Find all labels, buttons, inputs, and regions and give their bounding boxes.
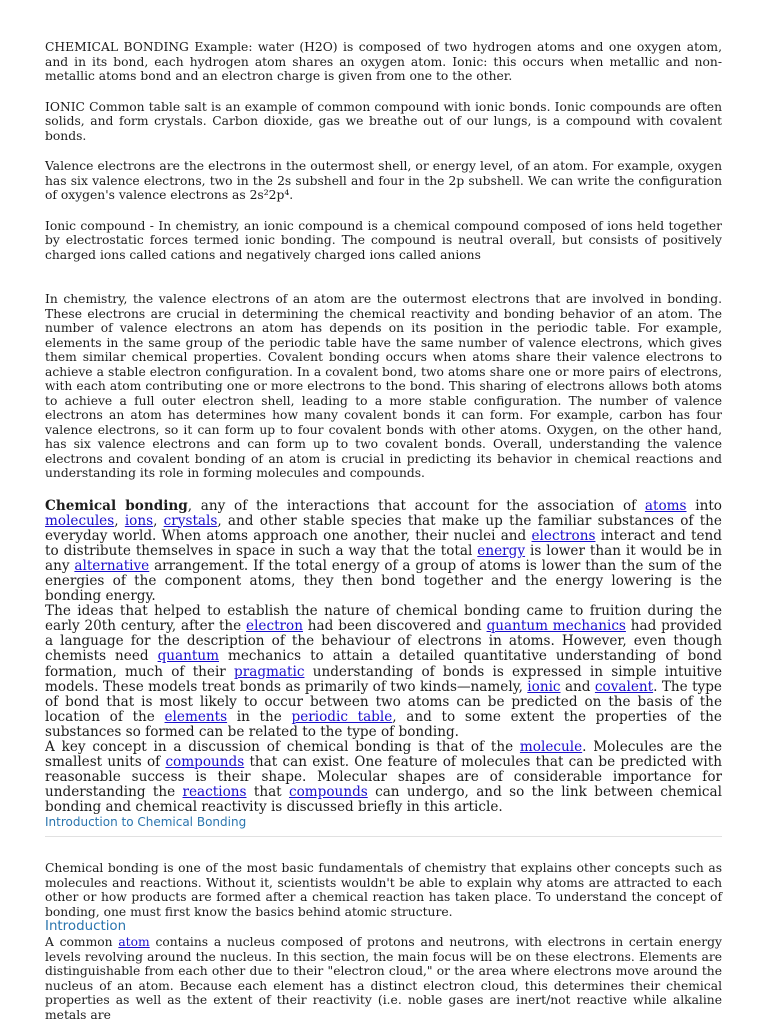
paragraph-ionic-compound: Ionic compound - In chemistry, an ionic compound is a chemical compound composed of ions held together by electrostatic forces termed ionic bonding. The compound is neutral overall, but consists of positively charged ions called cations and negatively charged ions called anions [45,218,722,262]
link-compounds[interactable]: compounds [165,754,245,771]
link-periodic-table[interactable]: periodic table [291,708,393,725]
link-energy[interactable]: energy [477,542,526,559]
paragraph-valence: Valence electrons are the electrons in the outermost shell, or energy level, of an atom. For example, oxygen has six valence electrons, two in the 2s subshell and four in the 2p subshell. We can write the configuration of oxygen's valence electrons as 2s²2p⁴. [45,159,722,202]
link-molecules[interactable]: molecules [45,512,115,529]
paragraph-fundamentals: Chemical bonding is one of the most basic fundamentals of chemistry that explains other concepts such as molecules and reactions. Without it, scientists wouldn't be able to explain why atoms are attracted to each other or how products are formed after a chemical reaction has taken place. To understand the concept of bonding, one must first know the basics behind atomic structure. [45,861,722,919]
paragraph-ideas-history: The ideas that helped to establish the nature of chemical bonding came to fruition during the early 20th century, after the electron had been discovered and quantum mechanics had provided a language for the description of the behaviour of electrons in atoms. However, even though chemists need quantum mechanics to attain a detailed quantitative understanding of bond formation, much of their pragmatic understanding of bonds is expressed in simple intuitive models. These models treat bonds as primarily of two kinds—namely, ionic and covalent. The type of bond that is most likely to occur between two atoms can be predicted on the basis of the location of the elements in the periodic table, and to some extent the properties of the substances so formed can be related to the type of bonding. [45,603,722,740]
link-ionic[interactable]: ionic [527,678,561,695]
paragraph-britannica-definition: Chemical bonding, any of the interactions that account for the association of atoms into molecules, ions, crystals, and other stable species that make up the familiar substances of the everyday world. When atoms approach one another, their nuclei and electrons interact and tend to distribute themselves in space in such a way that the total energy is lower than it would be in any alternative arrangement. If the total energy of a group of atoms is lower than the sum of the energies of the component atoms, they then bond together and the energy lowering is the bonding energy. [45,497,722,605]
paragraph-chemical-bonding: CHEMICAL BONDING Example: water (H2O) is composed of two hydrogen atoms and one oxygen atom, and in its bond, each hydrogen atom shares an oxygen atom. Ionic: this occurs when metallic and non-metallic atoms bond and an electron charge is given from one to the other. [45,40,722,83]
link-atoms[interactable]: atoms [644,497,687,514]
link-compounds-2[interactable]: compounds [288,784,368,801]
link-electrons[interactable]: electrons [531,527,596,544]
link-electron[interactable]: electron [246,618,303,635]
divider [45,836,722,837]
heading-introduction: Introduction [45,919,127,935]
link-crystals[interactable]: crystals [163,512,218,529]
link-reactions[interactable]: reactions [182,784,247,801]
link-atom[interactable]: atom [118,935,150,950]
caption-intro-chemical-bonding: Introduction to Chemical Bonding [45,815,247,830]
paragraph-key-concept: A key concept in a discussion of chemical bonding is that of the molecule. Molecules are the smallest units of compounds that can exist. One feature of molecules that can be predicted with reasonable success is their shape. Molecular shapes are of considerable importance for understanding the reactions that compounds can undergo, and so the link between chemical bonding and chemical reactivity is discussed briefly in this article. [45,739,722,816]
link-covalent[interactable]: covalent [594,678,654,695]
link-quantum-mechanics[interactable]: quantum mechanics [486,618,626,635]
paragraph-introduction: A common atom contains a nucleus composed of protons and neutrons, with electrons in certain energy levels revolving around the nucleus. In this section, the main focus will be on these electrons. Elements are distinguishable from each other due to their "electron cloud," or the area where electrons move around the nucleus of an atom. Because each element has a distinct electron cloud, this determines their chemical properties as well as the extent of their reactivity (i.e. noble gases are inert/not reactive while alkaline metals are [45,935,722,1022]
paragraph-ionic: IONIC Common table salt is an example of common compound with ionic bonds. Ionic compounds are often solids, and form crystals. Carbon dioxide, gas we breathe out of our lungs, is a compound with covalent bonds. [45,99,722,143]
link-quantum[interactable]: quantum [157,648,220,665]
paragraph-valence-covalent: In chemistry, the valence electrons of an atom are the outermost electrons that are involved in bonding. These electrons are crucial in determining the chemical reactivity and bonding behavior of an atom. The number of valence electrons an atom has depends on its position in the periodic table. For example, elements in the same group of the periodic table have the same number of valence electrons, which gives them similar chemical properties. Covalent bonding occurs when atoms share their valence electrons to achieve a stable electron configuration. In a covalent bond, two atoms share one or more pairs of electrons, with each atom contributing one or more electrons to the bond. This sharing of electrons allows both atoms to achieve a full outer electron shell, leading to a more stable configuration. The number of valence electrons an atom has determines how many covalent bonds it can form. For example, carbon has four valence electrons, so it can form up to four covalent bonds with other atoms. Oxygen, on the other hand, has six valence electrons and can form up to two covalent bonds. Overall, understanding the valence electrons and covalent bonding of an atom is crucial in predicting its behavior in chemical reactions and understanding its role in forming molecules and compounds. [45,292,722,480]
link-alternative[interactable]: alternative [74,557,150,574]
link-molecule[interactable]: molecule [519,739,583,755]
term-chemical-bonding: Chemical bonding [45,497,188,514]
link-ions[interactable]: ions [124,512,154,529]
document-page [45,40,722,1022]
link-elements[interactable]: elements [164,708,228,725]
link-pragmatic[interactable]: pragmatic [234,663,305,680]
